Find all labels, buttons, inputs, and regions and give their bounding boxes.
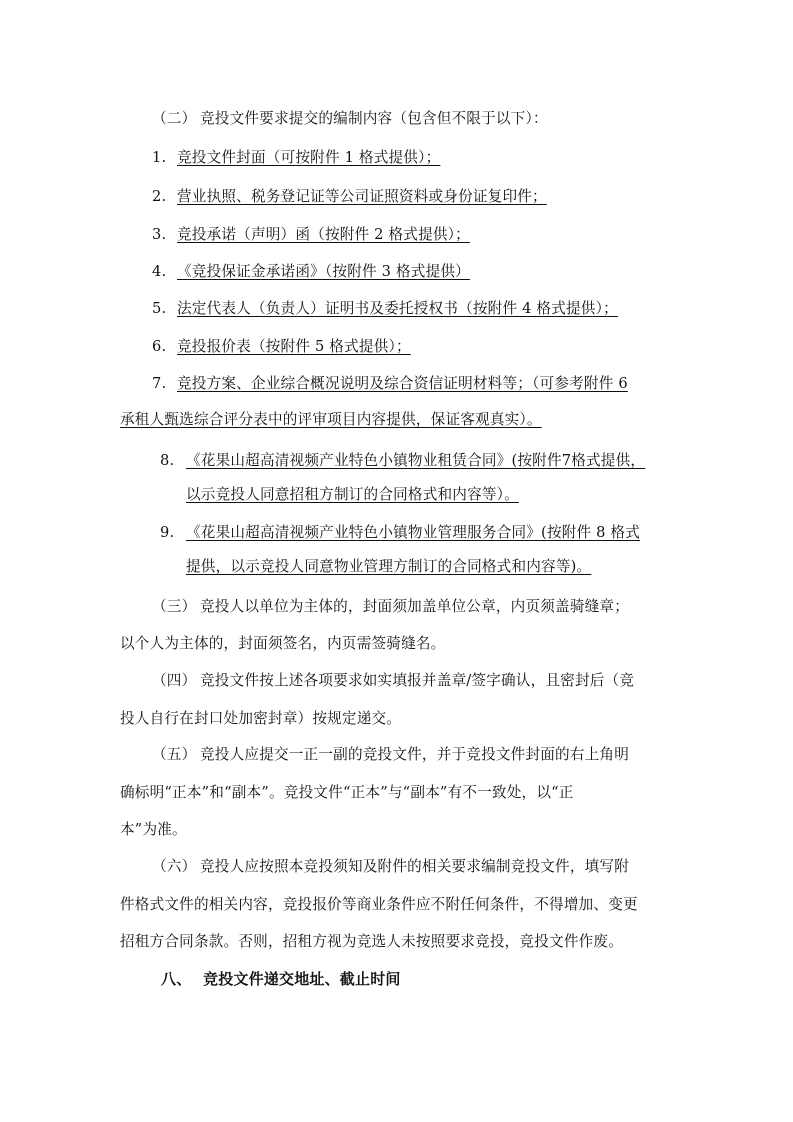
list-item-5-num: 5. bbox=[152, 300, 167, 317]
section-heading-8-num: 八、 bbox=[161, 970, 192, 988]
section-4-line-1 bbox=[152, 671, 634, 691]
list-item-7-continued bbox=[120, 410, 542, 430]
list-item-7-cont-text: 承租人甄选综合评分表中的评审项目内容提供，保证客观真实）。 bbox=[120, 411, 542, 428]
list-item-7-text: 竞投方案、企业综合概况说明及综合资信证明材料等；（可参考附件 6 bbox=[177, 375, 628, 392]
section-4-line-2 bbox=[120, 709, 401, 729]
list-item-7 bbox=[152, 374, 628, 394]
list-item-5 bbox=[152, 299, 618, 319]
list-item-4 bbox=[152, 262, 470, 282]
list-item-8 bbox=[160, 451, 645, 471]
section-3-text-2: 以个人为主体的，封面须签名，内页需签骑缝名。 bbox=[120, 635, 446, 652]
list-item-6 bbox=[152, 337, 411, 357]
list-item-5-text: 法定代表人（负责人）证明书及委托授权书（按附件 4 格式提供）； bbox=[177, 300, 618, 317]
section-5-text-3: 本”为准。 bbox=[120, 821, 187, 838]
list-item-4-text: 《竞投保证金承诺函》（按附件 3 格式提供） bbox=[177, 263, 470, 280]
list-item-9-text: 《花果山超高清视频产业特色小镇物业管理服务合同》(按附件 8 格式 bbox=[186, 524, 641, 541]
section-heading-8-text: 竞投文件递交地址、截止时间 bbox=[203, 970, 401, 988]
section-2-intro bbox=[152, 109, 548, 129]
section-5-num: （五） bbox=[152, 746, 197, 763]
list-item-8-continued bbox=[186, 485, 519, 505]
list-item-3 bbox=[152, 225, 470, 245]
list-item-1-text: 竞投文件封面（可按附件 1 格式提供）； bbox=[177, 149, 441, 166]
section-3-text-1: 竞投人以单位为主体的，封面须加盖单位公章，内页须盖骑缝章； bbox=[200, 598, 630, 615]
list-item-2-num: 2. bbox=[152, 188, 167, 205]
section-3-num: （三） bbox=[152, 598, 197, 615]
section-6-text-3: 招租方合同条款。否则，招租方视为竞选人未按照要求竞投，竞投文件作废。 bbox=[120, 933, 623, 950]
list-item-2 bbox=[152, 187, 547, 207]
section-6-text-1: 竞投人应按照本竞投须知及附件的相关要求编制竞投文件，填写附 bbox=[200, 858, 630, 875]
list-item-1 bbox=[152, 148, 440, 168]
section-5-line-3 bbox=[120, 820, 187, 840]
section-4-num: （四） bbox=[152, 672, 197, 689]
section-6-num: （六） bbox=[152, 858, 197, 875]
section-6-line-1 bbox=[152, 857, 629, 877]
section-3-line-2 bbox=[120, 634, 445, 654]
list-item-8-text: 《花果山超高清视频产业特色小镇物业租赁合同》(按附件7格式提供， bbox=[186, 452, 646, 469]
list-item-3-num: 3. bbox=[152, 226, 167, 243]
section-heading-8 bbox=[161, 969, 401, 989]
list-item-4-num: 4. bbox=[152, 263, 167, 280]
section-4-text-1: 竞投文件按上述各项要求如实填报并盖章/签字确认，且密封后（竞 bbox=[200, 672, 635, 689]
list-item-8-num: 8. bbox=[160, 452, 175, 469]
list-item-3-text: 竞投承诺（声明）函（按附件 2 格式提供）； bbox=[177, 226, 470, 243]
list-item-7-num: 7. bbox=[152, 375, 167, 392]
section-6-line-3 bbox=[120, 932, 623, 952]
list-item-2-text: 营业执照、税务登记证等公司证照资料或身份证复印件； bbox=[177, 188, 547, 205]
section-3-line-1 bbox=[152, 597, 629, 617]
section-6-line-2 bbox=[120, 895, 638, 915]
list-item-9-num: 9. bbox=[160, 524, 175, 541]
list-item-6-num: 6. bbox=[152, 338, 167, 355]
list-item-6-text: 竞投报价表（按附件 5 格式提供）； bbox=[177, 338, 411, 355]
section-5-line-1 bbox=[152, 745, 629, 765]
list-item-1-num: 1. bbox=[152, 149, 167, 166]
list-item-9-continued bbox=[186, 557, 591, 577]
list-item-9-cont-text: 提供，以示竞投人同意物业管理方制订的合同格式和内容等)。 bbox=[186, 558, 592, 575]
section-5-line-2 bbox=[120, 783, 574, 803]
section-2-intro-text: 竞投文件要求提交的编制内容（包含但不限于以下）： bbox=[200, 110, 548, 127]
section-4-text-2: 投人自行在封口处加密封章）按规定递交。 bbox=[120, 710, 402, 727]
list-item-9 bbox=[160, 523, 640, 543]
section-5-text-1: 竞投人应提交一正一副的竞投文件，并于竞投文件封面的右上角明 bbox=[200, 746, 630, 763]
section-6-text-2: 件格式文件的相关内容，竞投报价等商业条件应不附任何条件，不得增加、变更 bbox=[120, 896, 638, 913]
list-item-8-cont-text: 以示竞投人同意招租方制订的合同格式和内容等）。 bbox=[186, 486, 519, 503]
section-2-num: （二） bbox=[152, 110, 197, 127]
section-5-text-2: 确标明“正本”和“副本”。竞投文件“正本”与“副本”有不一致处，以“正 bbox=[120, 784, 574, 801]
